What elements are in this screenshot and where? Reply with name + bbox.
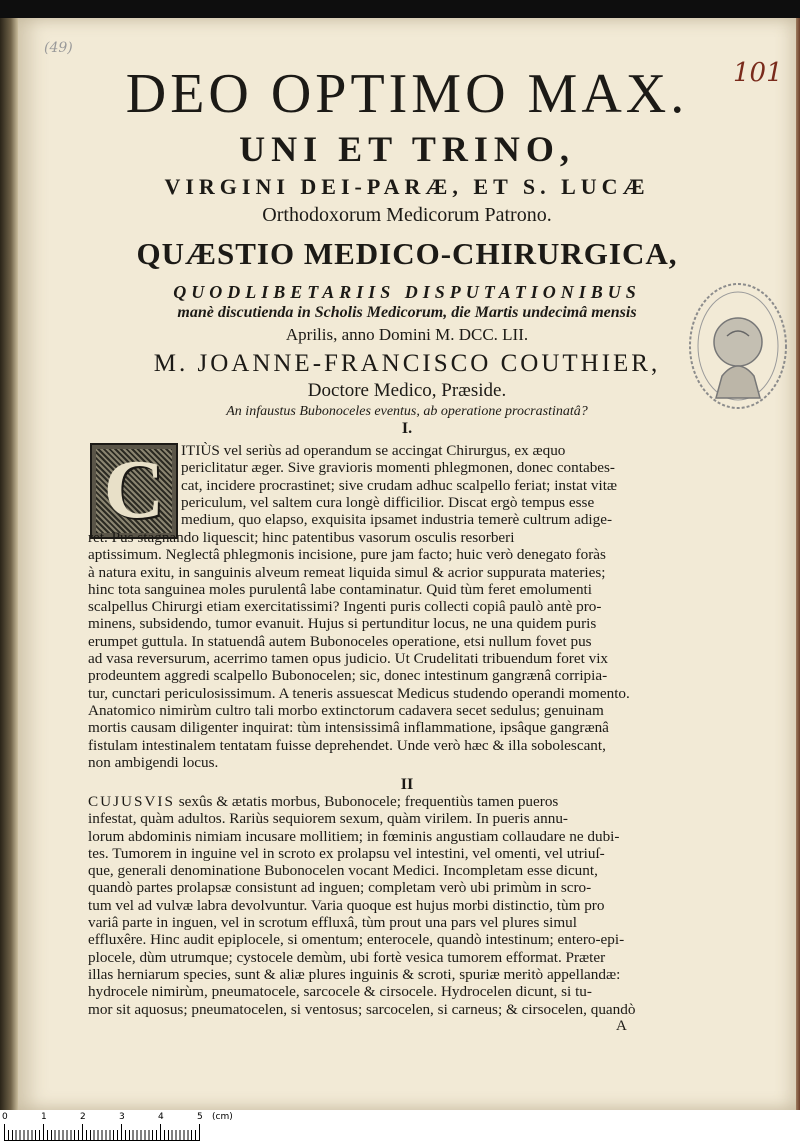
scale-ruler bbox=[0, 1110, 800, 1145]
text-line: à natura exitu, in sanguinis alveum remeat liquida simul & acrior suppurata materies; bbox=[88, 563, 606, 581]
thesis-question: An infaustus Bubonoceles eventus, ab operatione procrastinatâ? bbox=[226, 404, 588, 419]
text-line: ret. Pus stagnando liquescit; hinc patentibus vasorum osculis resorberi bbox=[88, 529, 515, 546]
praeses-title: Doctore Medico, Præside. bbox=[307, 380, 507, 401]
ruler-major-tick bbox=[4, 1124, 5, 1140]
text-line: scalpellus Chirurgi etiam exercitatissimi? Ingenti puris collecti copiâ paulò antè pro- bbox=[88, 598, 602, 616]
text-line: erumpet guttula. In statuendâ autem Bubonoceles operatione, etsi nullum fovet pus bbox=[88, 632, 592, 650]
book-gutter-edge bbox=[0, 18, 18, 1110]
text-line: variâ parte in inguen, vel in scrotum effluxâ, tùm prout una pars vel plures simul bbox=[88, 914, 577, 932]
document-page bbox=[18, 18, 796, 1110]
ruler-label: 2 bbox=[80, 1112, 86, 1122]
ruler-label: 0 bbox=[2, 1112, 8, 1122]
text-line: tur, cunctari periculosissimum. A teneris assuescat Medicus studendo operandi momento. bbox=[88, 684, 630, 702]
ruler-ticks bbox=[4, 1130, 200, 1141]
text-line: effluxêre. Hinc audit epiplocele, si omentum; enterocele, quandò intestinum; entero-epi- bbox=[88, 931, 625, 949]
title-line-6: QUODLIBETARIIS DISPUTATIONIBUS bbox=[173, 282, 641, 302]
text-line: mor sit aquosus; pneumatocelen, si ventosus; sarcocelen, si carneus; & cirsocelen, quandò bbox=[88, 1000, 636, 1018]
text-line: non ambigendi locus. bbox=[88, 753, 219, 771]
decorative-dropcap bbox=[90, 443, 178, 539]
ruler-major-tick bbox=[43, 1124, 44, 1140]
text-line: que, generali denominatione Bubonocelen vocant Medici. Incompletam esse dicunt, bbox=[88, 862, 598, 880]
ruler-major-tick bbox=[199, 1124, 200, 1140]
praeses-name: M. JOANNE-FRANCISCO COUTHIER, bbox=[153, 350, 661, 377]
text-line: fistulam intestinalem tentatam fuisse deprehendet. Unde verò hæc & illa sobolescant, bbox=[88, 736, 606, 754]
title-line-1: DEO OPTIMO MAX. bbox=[125, 63, 689, 125]
title-line-4: Orthodoxorum Medicorum Patrono. bbox=[262, 204, 552, 226]
ruler-major-tick bbox=[121, 1124, 122, 1140]
text-line: infestat, quàm adultos. Rariùs sequiorem sexum, quàm virilem. In pueris annu- bbox=[88, 810, 568, 828]
text-line bbox=[88, 793, 635, 810]
ruler-major-tick bbox=[82, 1124, 83, 1140]
text-line: medium, quo elapso, exquisita ipsamet industria temerè cultrum adige- bbox=[181, 511, 613, 529]
section-1-text-beside-cap bbox=[181, 442, 617, 528]
text-line: lorum abdominis nimiam incusare mollitiem; in fœminis angustiam collaudare ne dubi- bbox=[88, 827, 620, 845]
text-line: mortis causam diligenter inquirat: tùm intensissimâ inflammatione, ipsâque gangrænâ bbox=[88, 719, 609, 737]
text-line: periclitatur æger. Sive gravioris momenti phlegmonen, donec contabes- bbox=[181, 459, 615, 477]
section-2-first-rest: sexûs & ætatis morbus, Bubonocele; frequentiùs tamen pueros bbox=[174, 793, 559, 810]
ruler-label: 1 bbox=[41, 1112, 47, 1122]
title-line-2: UNI ET TRINO, bbox=[239, 129, 575, 169]
ruler-label: 4 bbox=[158, 1112, 164, 1122]
text-line: illas herniarum species, sunt & aliæ plures inguinis & scroti, spuriæ meritò appellandæ: bbox=[88, 965, 621, 983]
library-stamp-icon bbox=[682, 280, 790, 438]
text-line: tes. Tumorem in inguine vel in scroto ex prolapsu vel intestini, vel omenti, vel utriuſ- bbox=[88, 844, 605, 862]
section-2-first-word: CUJUSVIS bbox=[88, 793, 175, 810]
text-line: cat, incidere procrastinet; sive crudam adhuc scalpello feriat; instat vitæ bbox=[181, 476, 618, 494]
ruler-label: 3 bbox=[119, 1112, 125, 1122]
title-line-3: VIRGINI DEI-PARÆ, ET S. LUCÆ bbox=[164, 174, 650, 199]
ruler-label: 5 bbox=[197, 1112, 203, 1122]
ruler-major-tick bbox=[160, 1124, 161, 1140]
dropcap-letter: C bbox=[103, 443, 165, 536]
title-line-5: QUÆSTIO MEDICO-CHIRURGICA, bbox=[136, 236, 678, 271]
ruler-unit-label: (cm) bbox=[212, 1112, 233, 1122]
text-line: periculum, vel saltem cura longè difficilior. Discat ergò tempus esse bbox=[181, 493, 595, 511]
title-line-8: Aprilis, anno Domini M. DCC. LII. bbox=[285, 325, 529, 344]
section-2-numeral: II bbox=[400, 776, 414, 793]
text-line: quandò partes prolapsæ consistunt ad inguen; completam verò ubi primùm in scro- bbox=[88, 879, 592, 897]
text-line: tum vel ad vulvæ labra devolvuntur. Varia quoque est hujus morbi distinctio, tùm pro bbox=[88, 896, 605, 914]
section-2-text bbox=[88, 793, 635, 1018]
text-line: plocele, dùm utrumque; cystocele demùm, ubi fortè vesica tumorem efformat. Præter bbox=[88, 948, 606, 966]
title-line-7: manè discutienda in Scholis Medicorum, die Martis undecimâ mensis bbox=[177, 304, 637, 321]
text-line: aptissimum. Neglectâ phlegmonis incisione, pure jam facto; huic verò denegato foràs bbox=[88, 546, 606, 564]
signature-mark: A bbox=[616, 1018, 627, 1034]
text-line: hinc tota sanguinea moles purulentâ labe contaminatur. Quid tùm feret emolumenti bbox=[88, 580, 592, 598]
pencil-page-number: 101 bbox=[733, 58, 783, 88]
text-line: ITIÙS vel seriùs ad operandum se accingat Chirurgus, ex æquo bbox=[181, 442, 566, 459]
section-1-text bbox=[88, 529, 630, 771]
text-line: prodeuntem aggredi scalpello Bubonocelen; sic, donec intestinum gangrænâ corripia- bbox=[88, 667, 608, 685]
text-line: Anatomico nimirùm cultro tali morbo extinctorum cadavera secet sedulus; genuinam bbox=[88, 701, 604, 719]
text-line: minens, subsidendo, tumor evanuit. Hujus si pertunditur locus, ne una quidem puris bbox=[88, 615, 597, 633]
section-1-numeral: I. bbox=[401, 420, 413, 437]
text-line: hydrocele nimirùm, pneumatocele, sarcocele & cirsocele. Hydrocelen dicunt, si tu- bbox=[88, 983, 592, 1001]
text-line: ad vasa reversurum, acerrimo tamen opus judicio. Ut Crudelitati tribuendum foret vix bbox=[88, 650, 609, 668]
pencil-annotation-top: (49) bbox=[44, 40, 73, 56]
